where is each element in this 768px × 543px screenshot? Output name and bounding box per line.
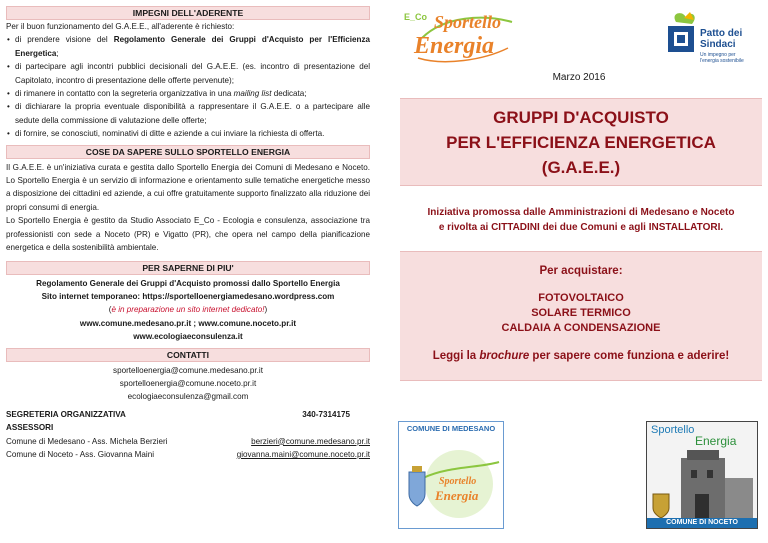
noceto-castle-icon bbox=[647, 448, 757, 528]
comune-noceto-label: COMUNE DI NOCETO bbox=[647, 518, 757, 528]
contatti-header: CONTATTI bbox=[6, 348, 370, 362]
comune-logo-sportello: Sportello bbox=[439, 476, 477, 487]
logo-sportello: Sportello bbox=[434, 12, 502, 32]
cose-header: COSE DA SAPERE SULLO SPORTELLO ENERGIA bbox=[6, 145, 370, 159]
patto-leaf-icon bbox=[664, 12, 700, 58]
comuni-links: www.comune.medesano.pr.it ; www.comune.noceto.pr.it bbox=[79, 318, 297, 328]
saperne-header: PER SAPERNE DI PIU' bbox=[6, 261, 370, 275]
patto-dei-sindaci-logo bbox=[664, 12, 754, 72]
acquistare-box bbox=[400, 251, 762, 381]
maini-email[interactable]: giovanna.maini@comune.noceto.pr.it bbox=[236, 449, 370, 459]
comune-medesano-label: COMUNE DI MEDESANO bbox=[406, 424, 496, 433]
sportello-energia-logo bbox=[404, 8, 516, 64]
product-solare-termico: SOLARE TERMICO bbox=[531, 307, 631, 319]
cover-panel bbox=[394, 0, 768, 543]
comune-medesano-image bbox=[398, 421, 504, 529]
product-fotovoltaico: FOTOVOLTAICO bbox=[538, 292, 624, 304]
comune-logo-energia: Energia bbox=[435, 488, 479, 503]
eco-mark: E_Co bbox=[404, 12, 428, 22]
list-item: • di partecipare agli incontri pubblici decisionali del G.A.E.E. (es. incontro di presentazione del Capitolato, incontro di presentazione delle offerte pervenute); bbox=[6, 60, 370, 87]
berzieri-email[interactable]: berzieri@comune.medesano.pr.it bbox=[251, 436, 370, 446]
temp-site-line[interactable]: Sito internet temporaneo: https://sportelloenergiamedesano.wordpress.com bbox=[41, 291, 335, 301]
noceto-logo-energia: Energia bbox=[695, 434, 737, 448]
title-line-2: PER L'EFFICIENZA ENERGETICA bbox=[446, 133, 716, 152]
segreteria-row bbox=[6, 408, 370, 421]
assessori-label: ASSESSORI bbox=[6, 423, 54, 433]
issue-date: Marzo 2016 bbox=[552, 72, 606, 83]
noceto-logo-sportello: Sportello bbox=[651, 424, 695, 436]
medesano-link[interactable]: www.comune.medesano.pr.it bbox=[79, 318, 192, 328]
impegni-intro: Per il buon funzionamento del G.A.E.E., all'aderente è richiesto: bbox=[6, 22, 235, 31]
impegni-list bbox=[6, 33, 370, 140]
regolamento-line: Regolamento Generale dei Gruppi d'Acquisto promossi dallo Sportello Energia bbox=[36, 278, 340, 288]
patto-subtitle: Un impegno per l'energia sostenibile bbox=[700, 52, 744, 64]
comune-noceto-image bbox=[646, 421, 758, 529]
list-item: • di rimanere in contatto con la segreteria organizzativa in una mailing list dedicata; bbox=[6, 87, 370, 100]
impegni-header: IMPEGNI DELL'ADERENTE bbox=[6, 6, 370, 20]
list-item: • di dichiarare la propria eventuale disponibilità a rappresentare il G.A.E.E. o a partecipare alle sedute della commissione di valutazione delle offerte; bbox=[6, 100, 370, 127]
email-medesano[interactable]: sportelloenergia@comune.medesano.pr.it bbox=[113, 365, 263, 375]
email-ecologia[interactable]: ecologiaeconsulenza@gmail.com bbox=[127, 392, 249, 402]
segreteria-label: SEGRETERIA ORGANIZZATIVA bbox=[6, 409, 126, 419]
left-panel bbox=[6, 6, 370, 461]
email-noceto[interactable]: sportelloenergia@comune.noceto.pr.it bbox=[119, 378, 257, 388]
list-item: • di prendere visione del Regolamento Generale dei Gruppi d'Acquisto per l'Efficienza Energetica; bbox=[6, 33, 370, 60]
title-line-1: GRUPPI D'ACQUISTO bbox=[493, 108, 669, 127]
title-line-3: (G.A.E.E.) bbox=[541, 158, 621, 177]
initiative-text: Iniziativa promossa dalle Amministrazioni di Medesano e Noceto e rivolta ai CITTADINI dei due Comuni e agli INSTALLATORI. bbox=[427, 207, 735, 233]
assessore-row: Comune di Noceto - Ass. Giovanna Maini giovanna.maini@comune.noceto.pr.it bbox=[6, 448, 370, 461]
phone-number: 340-7314175 bbox=[302, 409, 350, 419]
logo-energia: Energia bbox=[414, 33, 495, 59]
main-title-box bbox=[400, 98, 762, 186]
cose-paragraph-2: Lo Sportello Energia è gestito da Studio Associato E_Co - Ecologia e consulenza, associazione tra professionisti con sede a Noceto (PR) e Vigatto (PR), che opera nel campo della pianificazione energetica e della sostenibilità ambientale. bbox=[6, 216, 370, 253]
preparation-note: (è in preparazione un sito internet dedicato!) bbox=[108, 305, 268, 315]
list-item: • di fornire, se conosciuti, nominativi di ditte e aziende a cui inviare la richiesta di offerta. bbox=[6, 127, 370, 140]
ecologia-link[interactable]: www.ecologiaeconsulenza.it bbox=[133, 332, 243, 342]
cose-paragraph-1: Il G.A.E.E. è un'iniziativa curata e gestita dallo Sportello Energia dei Comuni di Medesano e Noceto. Lo Sportello Energia è un servizio di informazione e orientamento sulle tematiche energetiche messo a disposizione dei cittadini ed aziende, a cui offre gratuitamente supporto finalizzato alla riduzione dei propri consumi di energia. bbox=[6, 162, 370, 212]
noceto-link[interactable]: www.comune.noceto.pr.it bbox=[198, 318, 297, 328]
product-caldaia: CALDAIA A CONDENSAZIONE bbox=[501, 322, 661, 334]
acquistare-title: Per acquistare: bbox=[539, 265, 623, 277]
patto-name: Patto dei Sindaci bbox=[700, 28, 743, 50]
assessore-row: Comune di Medesano - Ass. Michela Berzieri berzieri@comune.medesano.pr.it bbox=[6, 435, 370, 448]
brochure-line: Leggi la brochure per sapere come funziona e aderire! bbox=[432, 350, 730, 362]
